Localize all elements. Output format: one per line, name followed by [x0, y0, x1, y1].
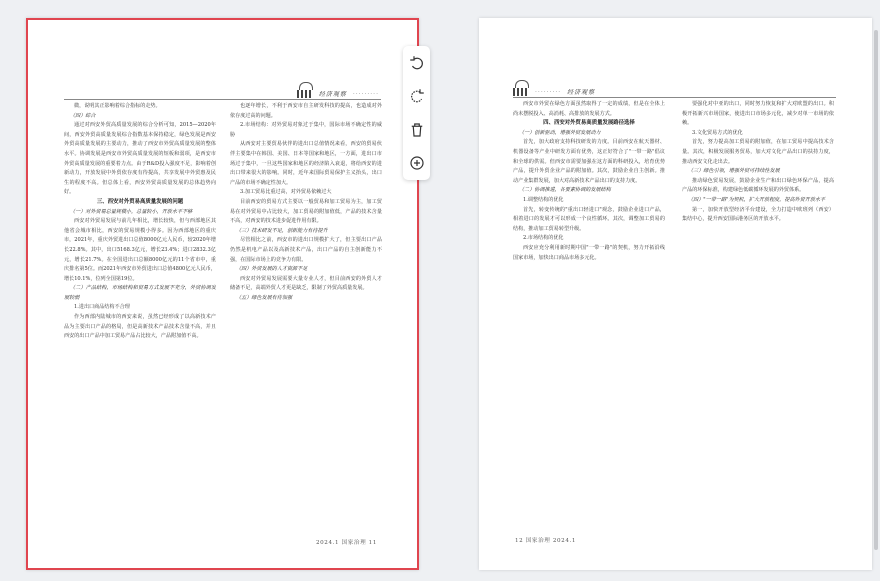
paragraph: 首先，转变传统的"重出口轻进口"观念，鼓励企业进口产品，相着进口的发展才可以形成一个良性循环。其次，调整加工贸易的结构，推动加工贸易转型升级。	[513, 206, 665, 232]
subsection-heading: （四）综合	[70, 112, 96, 119]
text-column-right	[682, 100, 834, 526]
paragraph: 从西安对主要贸易伙伴的进出口总值情况来看，西安的贸易伙伴主要集中在韩国、美国、日本等国家和地区，一方面，进出口市场过于集中，一旦这些国家和地区的经济陷入衰退，将给西安的进出口带来很大的影响。同时，近年来国际贸易保护主义抬头，出口产品的市场不确定性加大。	[230, 141, 382, 186]
trash-icon	[408, 121, 426, 139]
header-dots: ·········	[535, 89, 562, 96]
paragraph: 要强化对中亚的出口，同时努力恢复和扩大对欧盟的出口。积极开拓新兴市场国家，使进出口市场多元化，减少对单一市场的依赖。	[682, 101, 834, 127]
paragraph: 1.调整结构的优化	[523, 196, 564, 203]
header-rule	[64, 99, 381, 100]
subsection-heading: （四）外贸发展的人才资源不足	[236, 266, 308, 273]
header-text: 经济观察	[318, 91, 347, 98]
paragraph: 微，说明其正影响着综合指标的走势。	[74, 103, 161, 109]
paragraph: 1.进出口商品结构不合理	[74, 304, 130, 311]
page-toolbar	[403, 46, 430, 180]
paragraph: 也逐年增长，不利于西安市自主研发科技的提高，也造成对外依存度过高的问题。	[230, 103, 382, 119]
text-column-left	[513, 100, 665, 526]
subsection-heading: （三）技术研发不足，创新能力有待提升	[236, 227, 328, 234]
running-header	[513, 68, 595, 96]
add-page-button[interactable]	[407, 153, 427, 173]
emblem-icon	[297, 82, 313, 98]
paragraph: 西安应充分利用新时期中国"一带一路"的契机，努力开拓沿线国家市场，加快出口商品市场多元化。	[513, 244, 665, 261]
rotate-left-button[interactable]	[407, 53, 427, 73]
paragraph: 作为西部内陆城市的西安来说，虽然已经形成了以高新技术产品为主要出口产品的格局，但是高新技术产品技术含量不高，并且西安的出口产品中加工贸易产品占比较大，产品附加值不高。	[64, 314, 216, 340]
paragraph: 首先，努力提高加工贸易的附加值，在加工贸易中提高技术含量。其次，积极发展服务贸易，加大对文化产品出口的扶持力度，推动西安文化走出去。	[682, 139, 834, 165]
paragraph: 第一，加快开放型经济平台建设，全力打造中欧班列（西安）集结中心，提升西安国际港务区的开放水平。	[682, 206, 834, 223]
running-header	[297, 70, 379, 98]
rotate-right-button[interactable]	[407, 86, 427, 106]
section-heading: 四、西安对外贸易高质量发展路径选择	[543, 120, 635, 127]
header-text: 经济观察	[567, 89, 596, 96]
section-heading: 三、西安对外贸易高质量发展的问题	[96, 198, 184, 205]
subsection-heading: （三）绿色引领，增强外贸可持续性发展	[688, 168, 780, 175]
paragraph: 3.加工贸易比重过高，对外贸易依赖过大	[240, 189, 332, 196]
paragraph: 通过对西安外贸高质量发展的综合分析可知，2015—2020年间，西安外贸高质量发展综合指数基本保持稳定，绿色发展是西安外贸高质量发展的主要动力，推动了西安市外贸高质量发展的整体水平。协调发展是西安市外贸高质量发展的短板和弱项，是西安市外贸高质量发展的重要着力点。由于R&D投入强度不足，影响着创新动力，开放发展中外贸依存度有待提高，共享发展中外贸惠及民生的程度不高。但总体上看，西安外贸高质量发展的总体趋势向好。	[64, 122, 216, 196]
page-folio: 12 国家治理 2024.1	[515, 538, 577, 544]
page-thumbnail[interactable]	[479, 18, 872, 570]
text-column-right	[230, 102, 382, 528]
paragraph: 2.市场结构的优化	[523, 235, 564, 242]
subsection-heading: （二）产品结构，市场结构和贸易方式发展不充分，外贸协调发展较弱	[64, 285, 216, 301]
subsection-heading: （五）绿色发展有待加强	[236, 294, 293, 301]
paragraph: 尽管相比之前，西安市的进出口规模扩大了，但主要出口产品仍然是机电产品以及高新技术产品，出口产品的自主创新能力不强，在国际市场上的竞争力有限。	[230, 237, 382, 263]
text-column-left	[64, 102, 216, 528]
scrollbar[interactable]	[874, 20, 878, 572]
paragraph: 目前西安的贸易方式主要以一般贸易和加工贸易为主，加工贸易在对外贸易中占比较大，加工贸易的附加值低，产品的技术含量不高，对西安的技术进步促进作用有限。	[230, 198, 382, 225]
page-thumbnail-selected[interactable]	[26, 18, 419, 570]
delete-page-button[interactable]	[407, 120, 427, 140]
scrollbar-thumb[interactable]	[874, 30, 878, 550]
page-folio: 2024.1 国家治理 11	[315, 540, 377, 546]
rotate-left-icon	[408, 54, 426, 72]
paragraph: 首先，加大政府支持科技研发的力度。目前西安在航天器材、机器设备等产业中研发方面有优势，这正好符合了"一带一路"倡议和全球的供需。但西安市需要加强在这方面的科研投入，培育优势产品，提升外贸企业产品的附加值。其次，鼓励企业自主创新。推动产业集群发展，加大对高新技术产品出口的支持力度。	[513, 139, 665, 184]
subsection-heading: （一）对外贸易总量规模小，总量较小，开放水平不够	[70, 208, 193, 215]
header-dots: ·········	[352, 91, 379, 98]
paragraph: 西安对外贸易发展需要大量专业人才，但目前西安的外贸人才储备不足，高端外贸人才更是缺乏，限制了外贸高质量发展。	[230, 275, 382, 292]
subsection-heading: （一）创新驱动，增强外贸发展动力	[519, 129, 601, 136]
paragraph: 2.市场结构：对外贸易对象过于集中，国际市场不确定性的威胁	[230, 122, 382, 138]
paragraph: 推动绿色贸易发展，鼓励企业生产和出口绿色环保产品，提高产品的环保标准，构建绿色低碳循环发展的外贸体系。	[682, 177, 834, 194]
paragraph: 西安对外贸易发展与前几年相比，增长较快，但与西部地区其他省会城市相比，西安的贸易规模小得多。因为西部地区的重庆市，2021年，重庆外贸进出口总值8000亿元人民币，较2020年增长22.8%。其中，出口5168.3亿元，增长23.4%；进口2832.3亿元，增长21.7%。在全国进出口总额8000亿元的11个省市中，重庆排名第5位。而2021年西安市外贸进出口总值4800亿元人民币，增长10.1%，位列全国第19位。	[64, 218, 216, 282]
subsection-heading: （四）"一带一路"为契机，扩大开放程度，提高外贸开放水平	[688, 196, 826, 203]
paragraph: 西安市外贸在绿色方面虽然取得了一定的成绩，但是在全体上尚未摆脱投入、高消耗、高排放的发展方式。	[513, 101, 665, 117]
rotate-right-icon	[408, 87, 426, 105]
subsection-heading: （二）协调推进，各要素协调的发展结构	[519, 187, 611, 194]
paragraph: 3.文化贸易方式的优化	[692, 129, 743, 136]
emblem-icon	[513, 80, 529, 96]
plus-circle-icon	[408, 154, 426, 172]
header-rule	[513, 97, 836, 98]
